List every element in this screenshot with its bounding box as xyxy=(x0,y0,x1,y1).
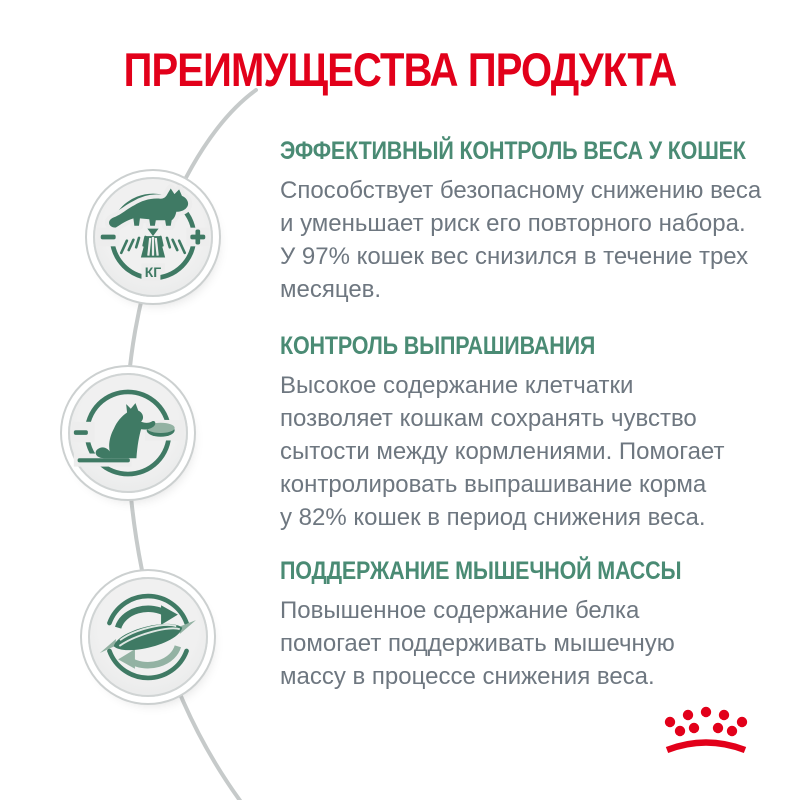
kg-label: КГ xyxy=(144,264,162,281)
benefit-heading: КОНТРОЛЬ ВЫПРАШИВАНИЯ xyxy=(280,332,596,360)
benefit-text-line: помогает поддерживать мышечную xyxy=(280,630,675,657)
benefit-text-line: У 97% кошек вес снизился в течение трех xyxy=(280,243,749,270)
minus-icon xyxy=(97,228,119,247)
benefit-section-begging-control xyxy=(280,331,785,534)
begging-cat-bowl-icon xyxy=(72,377,184,489)
page-title: ПРЕИМУЩЕСТВА ПРОДУКТА xyxy=(123,43,677,96)
benefit-text-line: Высокое содержание клетчатки xyxy=(280,372,634,399)
minus-icon xyxy=(72,422,94,443)
benefit-section-weight-control xyxy=(280,136,785,306)
benefit-heading: ПОДДЕРЖАНИЕ МЫШЕЧНОЙ МАССЫ xyxy=(280,557,682,585)
benefit-text-line: позволяет кошкам сохранять чувство xyxy=(280,405,697,432)
benefit-badge-2 xyxy=(68,373,188,493)
benefit-text-line: контролировать выпрашивание корма xyxy=(280,471,707,498)
benefit-text-line: массу в процессе снижения веса. xyxy=(280,663,655,690)
benefit-badge-3 xyxy=(88,577,208,697)
benefit-text-line: Повышенное содержание белка xyxy=(280,597,640,624)
benefit-heading: ЭФФЕКТИВНЫЙ КОНТРОЛЬ ВЕСА У КОШЕК xyxy=(280,137,746,165)
muscle-renewal-icon xyxy=(92,581,204,693)
benefit-section-muscle-mass xyxy=(280,556,785,693)
weight-scale-cat-icon xyxy=(97,181,209,293)
plus-icon xyxy=(187,228,209,247)
gauge-pointer-icon xyxy=(147,229,158,236)
benefit-text-line: месяцев. xyxy=(280,276,382,303)
benefit-text-line: у 82% кошек в период снижения веса. xyxy=(280,504,706,531)
benefit-text-line: и уменьшает риск его повторного набора. xyxy=(280,210,746,237)
benefit-text-line: сытости между кормлениями. Помогает xyxy=(280,438,725,465)
royal-canin-crown-logo xyxy=(658,700,754,762)
benefit-badge-1 xyxy=(93,177,213,297)
benefit-text-line: Способствует безопасному снижению веса xyxy=(280,177,762,204)
